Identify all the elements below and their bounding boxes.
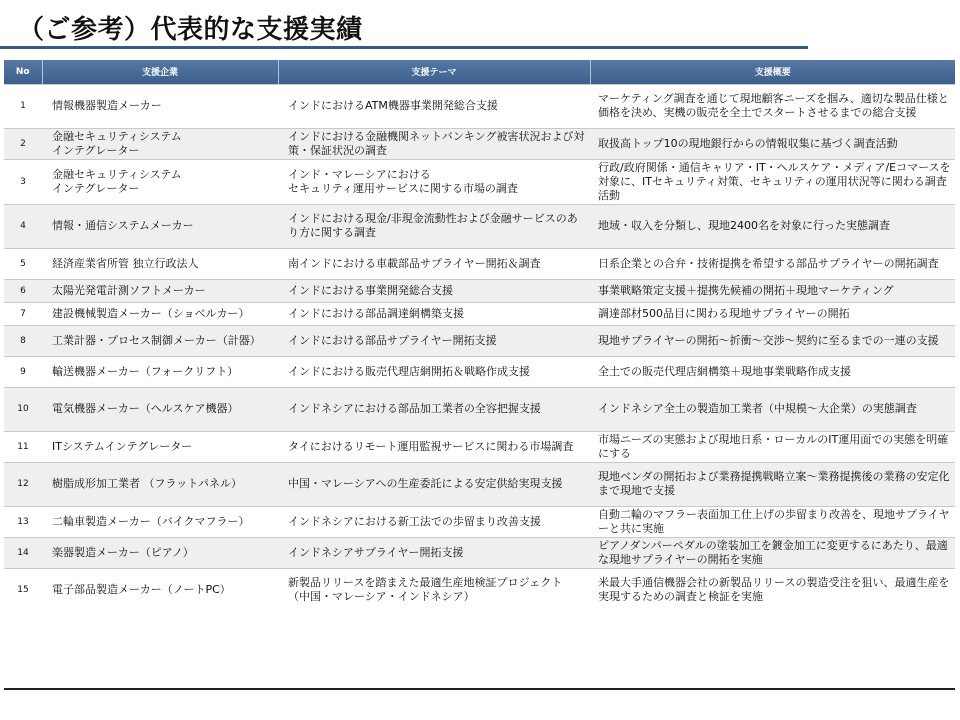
- row-number: 6: [20, 285, 26, 296]
- table-row: [4, 387, 955, 431]
- cell-theme: インドネシアにおける部品加工業者の全容把握支援: [288, 402, 541, 415]
- table-row: [4, 568, 955, 612]
- cell-summary: インドネシア全土の製造加工業者（中規模～大企業）の実態調査: [598, 402, 917, 415]
- cell-summary: 取扱高トップ10の現地銀行からの情報収集に基づく調査活動: [598, 136, 898, 150]
- table-row: [4, 325, 955, 356]
- table-bottom-rule: [4, 688, 955, 690]
- cell-company: 情報機器製造メーカー: [52, 99, 162, 112]
- table-row: [4, 302, 955, 325]
- row-number: 14: [17, 547, 29, 558]
- page-title: （ご参考）代表的な支援実績: [18, 15, 363, 45]
- cell-theme: インドにおけるATM機器事業開発総合支援: [288, 99, 498, 112]
- cell-company: 太陽光発電計測ソフトメーカー: [52, 283, 206, 297]
- title-underline: [0, 46, 808, 49]
- row-number: 3: [20, 176, 26, 187]
- cell-theme: 南インドにおける車載部品サプライヤー開拓＆調査: [288, 256, 541, 270]
- table-body: [4, 84, 955, 612]
- cell-theme: 新製品リリースを踏まえた最適生産地検証プロジェクト （中国・マレーシア・インドネシア）: [288, 576, 563, 604]
- table-row: [4, 84, 955, 128]
- cell-company: 電子部品製造メーカー（ノートPC）: [52, 583, 231, 597]
- row-number: 15: [17, 585, 29, 596]
- table-header-row: [4, 60, 955, 84]
- cell-theme: インド・マレーシアにおける セキュリティ運用サービスに関する市場の調査: [288, 167, 518, 195]
- cell-summary: 調達部材500品目に関わる現地サプライヤーの開拓: [598, 306, 850, 320]
- table-row: [4, 128, 955, 159]
- row-number: 9: [20, 366, 26, 377]
- cell-summary: 行政/政府関係・通信キャリア・IT・ヘルスケア・メディア/Eコマースを対象に、ITセキュリティ対策、セキュリティの運用状況等に関わる調査活動: [598, 160, 951, 202]
- table-row: [4, 204, 955, 248]
- cell-company: 電気機器メーカー（ヘルスケア機器）: [52, 402, 239, 415]
- cell-summary: 地域・収入を分類し、現地2400名を対象に行った実態調査: [598, 219, 890, 232]
- row-number: 8: [20, 335, 26, 346]
- row-number: 13: [17, 516, 29, 527]
- cell-theme: インドにおける金融機関ネットバンキング被害状況および対策・保証状況の調査: [288, 129, 585, 157]
- cell-company: 情報・通信システムメーカー: [52, 219, 194, 232]
- cell-theme: インドネシアサプライヤー開拓支援: [288, 545, 464, 559]
- row-number: 1: [20, 101, 26, 111]
- cell-theme: インドにおける部品調達網構築支援: [288, 306, 464, 320]
- cell-summary: マーケティング調査を通じて現地顧客ニーズを掴み、適切な製品仕様と価格を決め、実機の販売を全土でスタートさせるまでの総合支援: [598, 92, 949, 119]
- table-row: [4, 537, 955, 568]
- cell-summary: 市場ニーズの実態および現地日系・ローカルのIT運用面での実態を明確にする: [598, 432, 949, 460]
- cell-theme: インドネシアにおける新工法での歩留まり改善支援: [288, 514, 541, 528]
- cell-company: 金融セキュリティシステム インテグレーター: [52, 129, 182, 157]
- cell-theme: 中国・マレーシアへの生産委託による安定供給実現支援: [288, 477, 563, 490]
- cell-company: 楽器製造メーカー（ピアノ）: [52, 545, 194, 559]
- cell-company: 建設機械製造メーカー（ショベルカー）: [52, 306, 250, 320]
- cell-summary: 事業戦略策定支援＋提携先候補の開拓＋現地マーケティング: [598, 283, 894, 297]
- table-row: [4, 159, 955, 204]
- cell-summary: 日系企業との合弁・技術提携を希望する部品サプライヤーの開拓調査: [598, 256, 939, 270]
- support-results-table: [4, 60, 955, 612]
- cell-company: ITシステムインテグレーター: [52, 439, 193, 453]
- cell-company: 輸送機器メーカー（フォークリフト）: [52, 364, 239, 378]
- cell-company: 経済産業省所管 独立行政法人: [52, 256, 199, 270]
- row-number: 10: [17, 404, 29, 414]
- cell-company: 金融セキュリティシステム インテグレーター: [52, 167, 182, 195]
- cell-theme: インドにおける部品サプライヤー開拓支援: [288, 333, 497, 347]
- header-company: 支援企業: [42, 60, 278, 84]
- cell-company: 樹脂成形加工業者 （フラットパネル）: [52, 477, 243, 490]
- cell-summary: 現地サプライヤーの開拓～折衝～交渉～契約に至るまでの一連の支援: [598, 333, 939, 347]
- row-number: 5: [20, 258, 26, 269]
- table-row: [4, 431, 955, 462]
- row-number: 4: [20, 221, 26, 231]
- table-row: [4, 248, 955, 279]
- table-row: [4, 506, 955, 537]
- cell-theme: インドにおける販売代理店網開拓＆戦略作成支援: [288, 364, 530, 378]
- cell-summary: 全土での販売代理店網構築＋現地事業戦略作成支援: [598, 364, 851, 378]
- cell-summary: ピアノダンパーペダルの塗装加工を鍍金加工に変更するにあたり、最適な現地サプライヤーの開拓を実施: [598, 538, 948, 566]
- row-number: 2: [20, 138, 26, 149]
- header-summary: 支援概要: [754, 68, 791, 79]
- row-number: 12: [17, 479, 29, 489]
- cell-theme: タイにおけるリモート運用監視サービスに関わる市場調査: [288, 439, 574, 453]
- table-row: [4, 279, 955, 302]
- table-row: [4, 356, 955, 387]
- cell-theme: インドにおける事業開発総合支援: [288, 283, 453, 297]
- row-number: 7: [20, 308, 26, 319]
- cell-company: 工業計器・プロセス制御メーカー（計器）: [52, 333, 261, 347]
- header-no: No: [4, 60, 42, 84]
- header-theme: 支援テーマ: [278, 60, 590, 84]
- cell-summary: 自動二輪のマフラー表面加工仕上げの歩留まり改善を、現地サプライヤーと共に実施: [598, 507, 950, 535]
- cell-summary: 米最大手通信機器会社の新製品リリースの製造受注を狙い、最適生産を実現するための調査と検証を実施: [598, 576, 950, 604]
- cell-company: 二輪車製造メーカー（バイクマフラー）: [52, 514, 250, 528]
- row-number: 11: [17, 441, 29, 452]
- table-row: [4, 462, 955, 506]
- cell-summary: 現地ベンダの開拓および業務提携戦略立案～業務提携後の業務の安定化まで現地で支援: [598, 470, 950, 497]
- cell-theme: インドにおける現金/非現金流動性および金融サービスのあり方に関する調査: [288, 212, 578, 239]
